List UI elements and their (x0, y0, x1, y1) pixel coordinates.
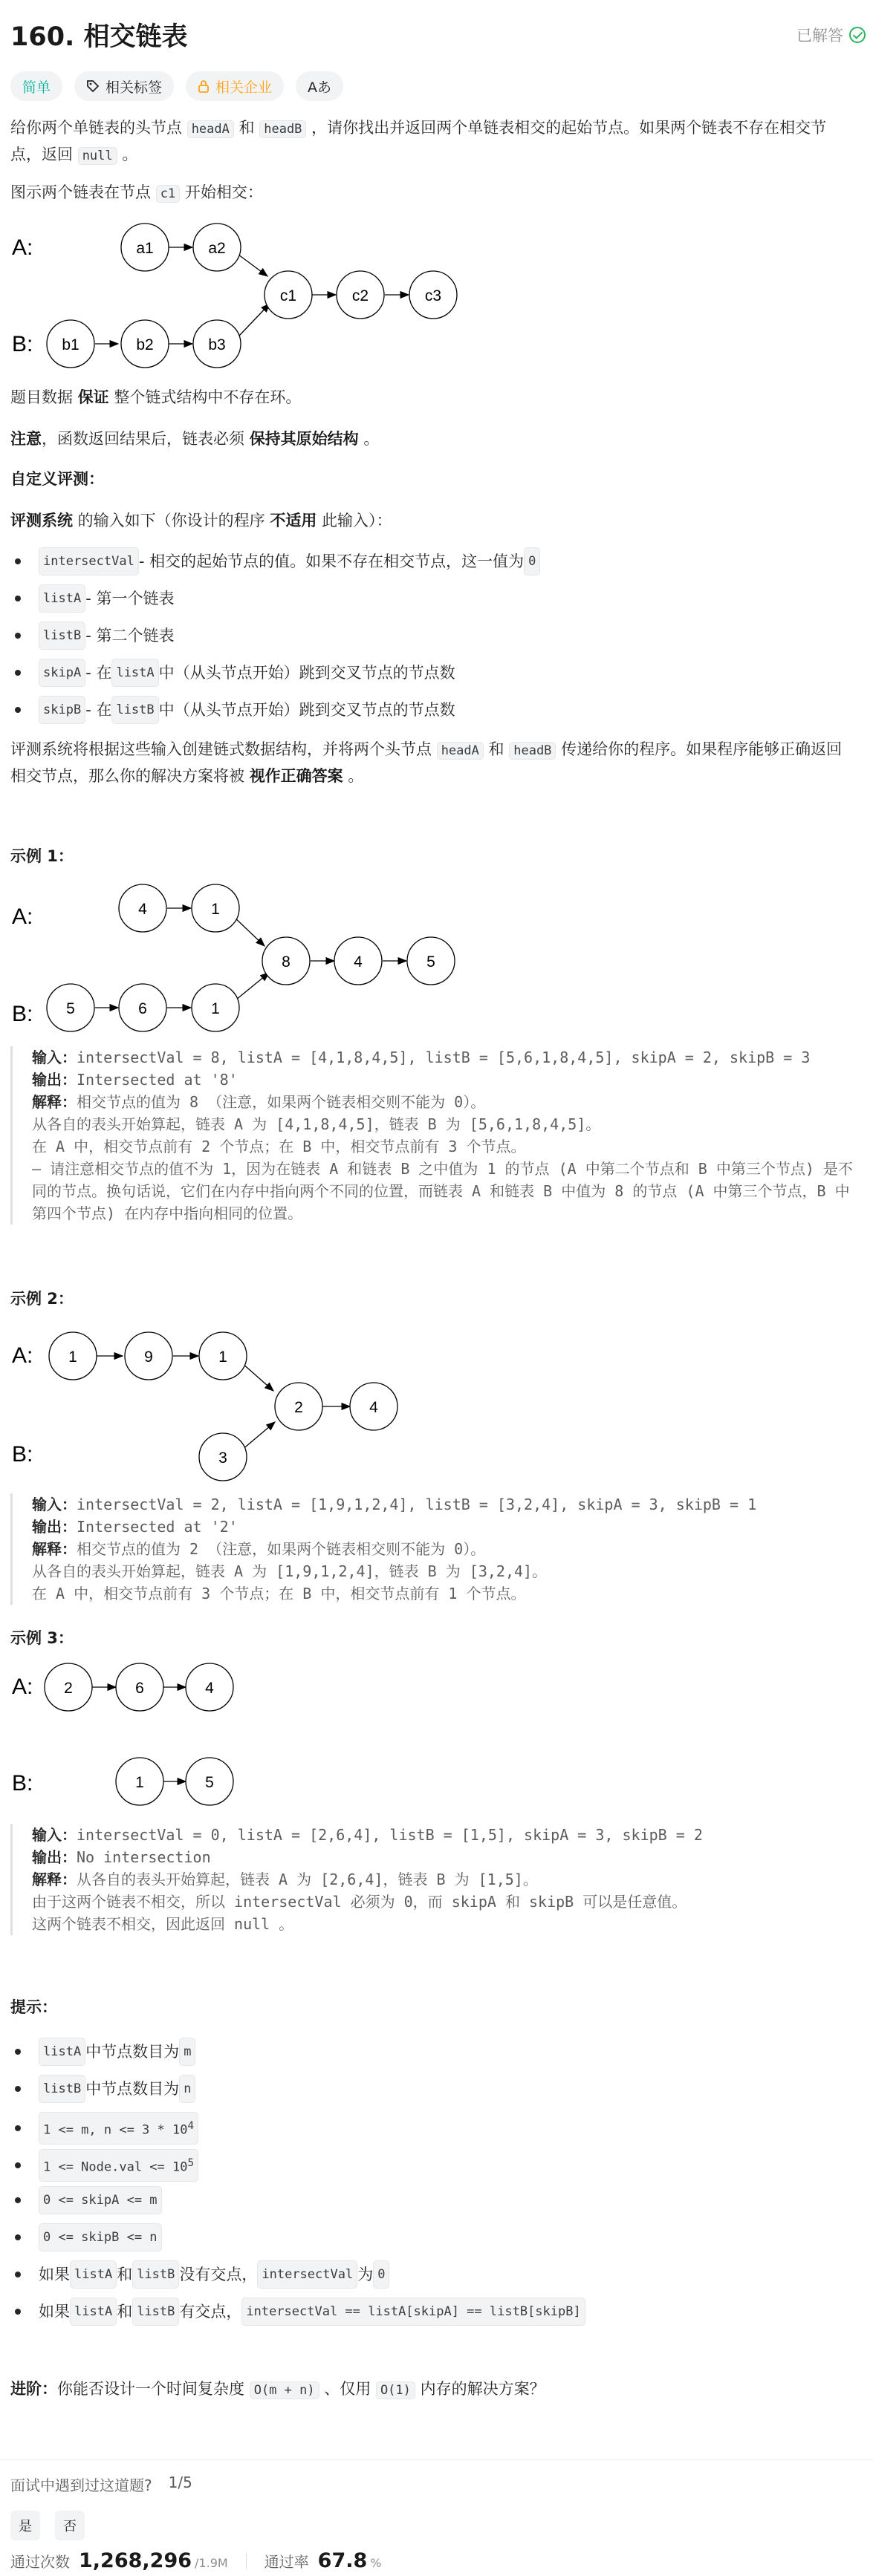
node (116, 1758, 163, 1805)
acceptance-rate: 67.8 (317, 2549, 368, 2572)
topics-tag[interactable] (74, 71, 174, 101)
node (192, 884, 239, 932)
intersection-diagram (0, 215, 476, 379)
node-b3 (193, 320, 241, 368)
svg-text:1: 1 (68, 1349, 77, 1366)
check-circle-icon (849, 27, 866, 43)
input-item: skipA - 在 listA 中（从头节点开始）跳到交叉节点的节点数 (10, 659, 455, 687)
svg-text:8: 8 (282, 953, 291, 971)
accepted-count: 1,268,296 (79, 2549, 192, 2572)
example-3-block: 输入：intersectVal = 0, listA = [2,6,4], listB = [1,5], skipA = 3, skipB = 2 输出：No intersection 解释：从各自的表头开始算起，链表 A 为 [2,6,4]，链表 B 为 [1,5]。 由于这两个链表不相交，所以 intersectVal 必须为 0，而 skipA 和 skipB 可以是任意值。 这两个链表不相交，因此返回 null 。 (10, 1824, 854, 1935)
node (199, 1332, 247, 1380)
custom-judge-heading: 自定义评测： (10, 470, 104, 488)
yes-button[interactable]: 是 (10, 2511, 40, 2540)
problem-stats: 通过次数 1,268,296 /1.9M 通过率 67.8 % (10, 2549, 382, 2572)
svg-text:a2: a2 (208, 240, 226, 257)
topics-tag-label: 相关标签 (106, 79, 163, 96)
hint-item: 如果 listA 和 listB 没有交点， intersectVal 为 0 (10, 2260, 389, 2289)
svg-text:A:: A: (12, 904, 33, 929)
svg-text:b2: b2 (136, 336, 154, 353)
tag-bar (10, 71, 343, 101)
svg-text:4: 4 (138, 901, 147, 918)
list-b-label: B: (12, 332, 33, 356)
svg-text:3: 3 (218, 1450, 227, 1467)
node (334, 937, 382, 985)
font-size-button[interactable]: Aあ (296, 71, 343, 101)
node (45, 1663, 92, 1711)
hint-item: 1 <= m, $n <= 3 * 10^4$ (10, 2112, 198, 2145)
svg-text:6: 6 (135, 1680, 144, 1697)
node-a2 (193, 224, 241, 271)
svg-text:a1: a1 (136, 240, 154, 257)
node (119, 984, 166, 1031)
difficulty-tag[interactable]: 简单 (10, 71, 62, 101)
example-1-title: 示例 1： (10, 847, 74, 865)
hint-item: 0 <= skipA <= m (10, 2186, 162, 2214)
node (407, 937, 455, 985)
divider (0, 2459, 873, 2460)
judge-paragraph: 评测系统将根据这些输入创建链式数据结构，并将两个头节点 headA 和 headB 传递给你的程序。如果程序能够正确返回相交节点，那么你的解决方案将被 视作正确答案 。 (10, 740, 843, 785)
svg-text:c1: c1 (279, 287, 297, 304)
input-item: listA - 第一个链表 (10, 584, 174, 613)
solved-status (796, 24, 866, 46)
judge-input-intro: 评测系统 的输入如下（你设计的程序 不适用 此输入）： (10, 512, 392, 529)
svg-text:4: 4 (369, 1399, 378, 1416)
svg-text:5: 5 (426, 953, 435, 971)
node-b1 (47, 320, 94, 368)
node (116, 1663, 163, 1711)
hint-item: 0 <= skipB <= n (10, 2223, 162, 2251)
note-structure: 注意，函数返回结果后，链表必须 保持其原始结构 。 (10, 430, 380, 448)
svg-text:1: 1 (211, 1000, 220, 1017)
svg-text:B:: B: (12, 1442, 33, 1467)
node (186, 1663, 233, 1711)
figure-caption: 图示两个链表在节点 c1 开始相交： (10, 183, 263, 201)
note-no-cycle: 题目数据 保证 整个链式结构中不存在环。 (10, 388, 302, 406)
svg-text:1: 1 (211, 901, 220, 918)
hint-item: 1 <= Node.val <= $10^5$ (10, 2149, 198, 2182)
example-2-diagram (0, 1326, 476, 1481)
svg-text:B:: B: (12, 1771, 33, 1796)
hint-item: listA 中节点数目为 m (10, 2038, 195, 2066)
svg-text:A:: A: (12, 1343, 33, 1368)
no-button[interactable]: 否 (55, 2511, 85, 2540)
node (125, 1332, 172, 1380)
node (186, 1758, 233, 1805)
lock-icon (198, 79, 210, 93)
page-title: 160. 相交链表 (10, 22, 188, 52)
svg-text:c2: c2 (351, 287, 369, 304)
input-item: skipB - 在 listB 中（从头节点开始）跳到交叉节点的节点数 (10, 696, 455, 724)
node (119, 884, 166, 932)
follow-up: 进阶：你能否设计一个时间复杂度 O(m + n) 、仅用 O(1) 内存的解决方案？ (10, 2380, 545, 2398)
svg-text:A:: A: (12, 1675, 33, 1699)
svg-text:1: 1 (135, 1774, 144, 1791)
svg-text:1: 1 (218, 1349, 227, 1366)
node (49, 1332, 97, 1380)
svg-text:4: 4 (354, 953, 363, 971)
input-item: intersectVal - 相交的起始节点的值。如果不存在相交节点，这一值为 0 (10, 547, 540, 575)
node-c3 (409, 271, 457, 319)
node (350, 1383, 397, 1430)
node-c2 (337, 271, 384, 319)
svg-text:b3: b3 (208, 336, 226, 353)
interview-progress: 1/5 (168, 2474, 192, 2491)
list-a-label: A: (12, 235, 33, 260)
interview-question: 面试中遇到过这道题? 1/5 (10, 2474, 192, 2494)
companies-tag[interactable] (186, 71, 284, 101)
svg-text:2: 2 (294, 1399, 303, 1416)
input-item: listB - 第二个链表 (10, 622, 174, 650)
example-3-diagram (0, 1660, 476, 1816)
node (275, 1383, 322, 1430)
intro-paragraph: 给你两个单链表的头节点 headA 和 headB ，请你找出并返回两个单链表相交的起始节点。如果两个链表不存在相交节点，返回 null 。 (10, 119, 827, 163)
hints-heading: 提示： (10, 1998, 57, 2016)
node-b2 (121, 320, 169, 368)
tag-icon (86, 79, 100, 93)
svg-text:B:: B: (12, 1002, 33, 1026)
svg-text:5: 5 (66, 1000, 75, 1017)
example-2-block: 输入：intersectVal = 2, listA = [1,9,1,2,4], listB = [3,2,4], skipA = 3, skipB = 1 输出：Intersected at '2' 解释：相交节点的值为 2 （注意，如果两个链表相交则不能为 0）。 从各自的表头开始算起，链表 A 为 [1,9,1,2,4]，链表 B 为 [3,2,4]。 在 A 中，相交节点前有 3 个节点；在 B 中，相交节点前有 1 个节点。 (10, 1493, 854, 1605)
example-3-title: 示例 3： (10, 1629, 74, 1647)
node-a1 (121, 224, 169, 271)
svg-text:2: 2 (64, 1680, 73, 1697)
node (262, 937, 310, 985)
example-1-diagram (0, 876, 476, 1047)
node (47, 984, 94, 1031)
node (199, 1433, 247, 1481)
svg-text:4: 4 (205, 1680, 214, 1697)
node (192, 984, 239, 1031)
node-c1 (265, 271, 312, 319)
hint-item: 如果 listA 和 listB 有交点， intersectVal == listA[skipA] == listB[skipB] (10, 2298, 585, 2326)
companies-tag-label: 相关企业 (215, 79, 273, 96)
example-1-block: 输入：intersectVal = 8, listA = [4,1,8,4,5], listB = [5,6,1,8,4,5], skipA = 2, skipB = 3 输出：Intersected at '8' 解释：相交节点的值为 8 （注意，如果两个链表相交则不能为 0）。 从各自的表头开始算起，链表 A 为 [4,1,8,4,5]，链表 B 为 [5,6,1,8,4,5]。 在 A 中，相交节点前有 2 个节点；在 B 中，相交节点前有 3 个节点。 — 请注意相交节点的值不为 1，因为在链表 A 和链表 B 之中值为 1 的节点 (A 中第二个节点和 B 中第三个节点) 是不同的节点。换句话说，它们在内存中指向两个不同的位置，而链表 A 和链表 B 中值为 8 的节点 (A 中第三个节点，B 中第四个节点) 在内存中指向相同的位置。 (10, 1046, 854, 1225)
svg-text:9: 9 (144, 1349, 153, 1366)
hint-item: listB 中节点数目为 n (10, 2075, 195, 2103)
svg-text:5: 5 (205, 1774, 214, 1791)
example-2-title: 示例 2： (10, 1290, 74, 1308)
svg-text:b1: b1 (62, 336, 79, 353)
solved-label: 已解答 (796, 27, 843, 45)
svg-text:c3: c3 (424, 287, 442, 304)
svg-text:6: 6 (138, 1000, 147, 1017)
